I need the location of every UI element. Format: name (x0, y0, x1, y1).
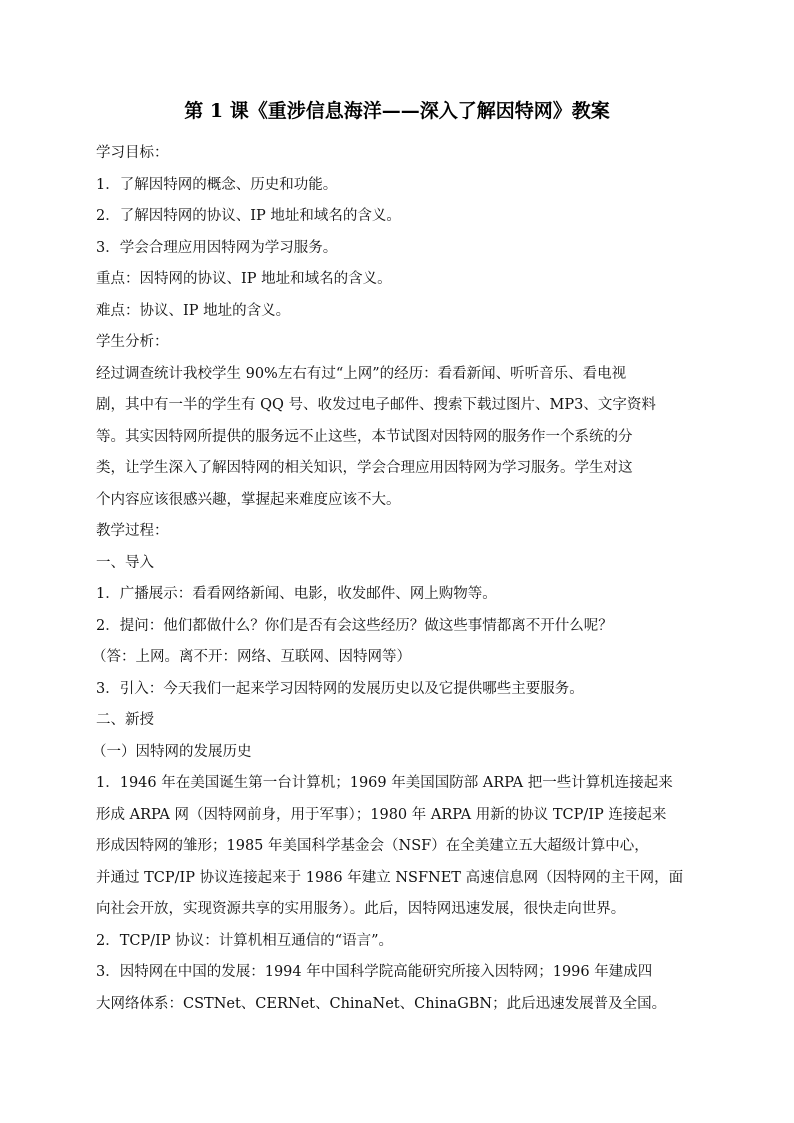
analysis-line: 剧，其中有一半的学生有 QQ 号、收发过电子邮件、搜索下载过图片、MP3、文字资料 (96, 397, 656, 413)
objectives-heading: 学习目标： (96, 145, 169, 161)
process-item: 3．引入：今天我们一起来学习因特网的发展历史以及它提供哪些主要服务。 (96, 680, 584, 697)
history-line: 形成 ARPA 网（因特网前身，用于军事）；1980 年 ARPA 用新的协议 TCP/IP 连接起来 (96, 806, 667, 823)
history-line: 形成因特网的雏形；1985 年美国科学基金会（NSF）在全美建立五大超级计算中心， (96, 838, 649, 854)
document-title: 第 1 课《重涉信息海洋——深入了解因特网》教案 (184, 100, 610, 122)
analysis-line: 类，让学生深入了解因特网的相关知识，学会合理应用因特网为学习服务。学生对这 (96, 460, 633, 476)
history-line: 并通过 TCP/IP 协议连接起来于 1986 年建立 NSFNET 高速信息网（因特网的主干网，面 (96, 869, 684, 886)
subsection-heading: （一）因特网的发展历史 (92, 743, 252, 760)
history-line: 向社会开放，实现资源共享的实用服务）。此后，因特网迅速发展，很快走向世界。 (96, 901, 626, 917)
key-point: 重点：因特网的协议、IP 地址和域名的含义。 (96, 271, 392, 287)
analysis-line: 经过调查统计我校学生 90%左右有过“上网”的经历：看看新闻、听听音乐、看电视 (96, 365, 627, 382)
objective-item: 3．学会合理应用因特网为学习服务。 (96, 239, 338, 256)
history-line: 2．TCP/IP 协议：计算机相互通信的“语言”。 (96, 932, 394, 949)
section-heading: 一、导入 (96, 554, 154, 571)
difficult-point: 难点：协议、IP 地址的含义。 (96, 302, 291, 319)
objective-item: 1．了解因特网的概念、历史和功能。 (96, 176, 338, 193)
process-item: 1．广播展示：看看网络新闻、电影，收发邮件、网上购物等。 (96, 586, 497, 602)
process-answer: （答：上网。离不开：网络、互联网、因特网等） (92, 649, 411, 665)
process-heading: 教学过程： (96, 523, 169, 539)
history-line: 3．因特网在中国的发展：1994 年中国科学院高能研究所接入因特网；1996 年建成四 (96, 964, 653, 980)
objective-item: 2．了解因特网的协议、IP 地址和域名的含义。 (96, 208, 401, 224)
student-analysis-heading: 学生分析： (96, 334, 169, 350)
history-line: 1．1946 年在美国诞生第一台计算机；1969 年美国国防部 ARPA 把一些计算机连接起来 (96, 775, 673, 791)
analysis-line: 个内容应该很感兴趣，掌握起来难度应该不大。 (96, 491, 401, 508)
history-line: 大网络体系：CSTNet、CERNet、ChinaNet、ChinaGBN；此后迅速发展普及全国。 (96, 995, 667, 1012)
process-item: 2．提问：他们都做什么？你们是否有会这些经历？做这些事情都离不开什么呢？ (96, 617, 613, 634)
analysis-line: 等。其实因特网所提供的服务远不止这些，本节试图对因特网的服务作一个系统的分 (96, 428, 633, 445)
section-heading: 二、新授 (96, 712, 154, 728)
document-body (92, 138, 706, 1020)
